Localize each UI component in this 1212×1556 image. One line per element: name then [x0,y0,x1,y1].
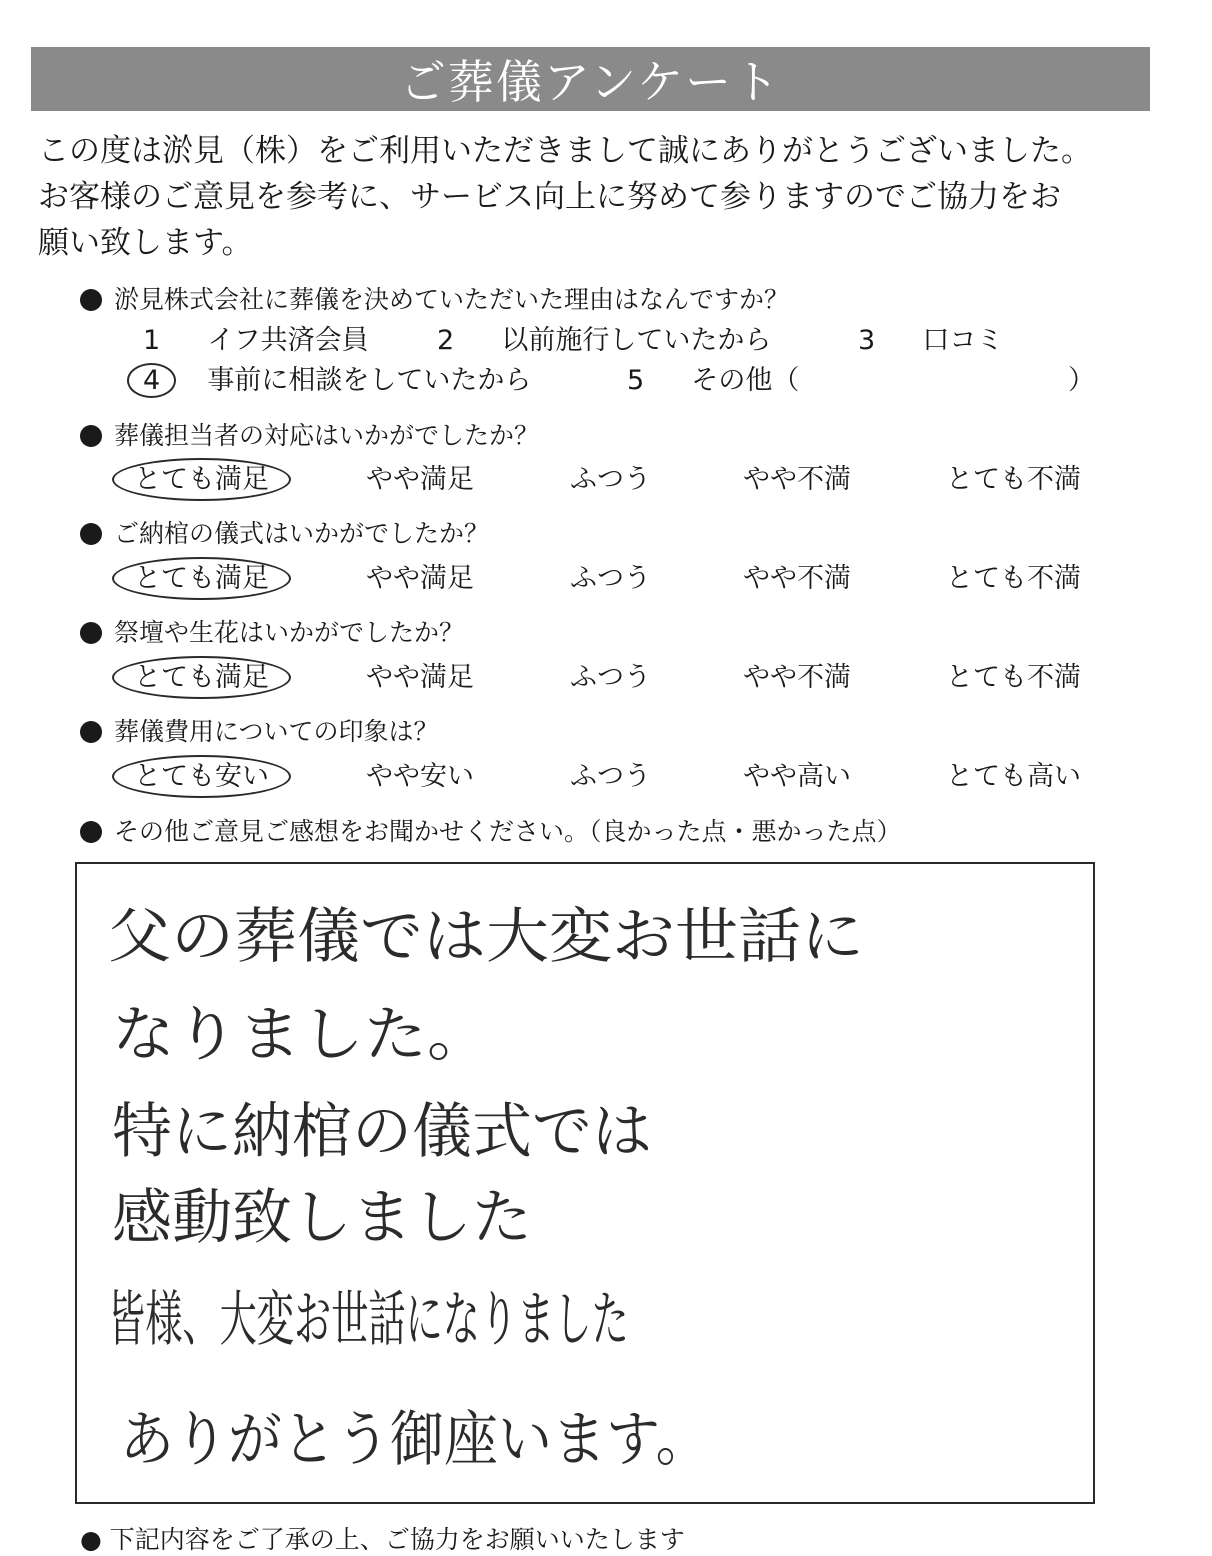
q5-option-4[interactable]: やや高い [743,761,851,792]
intro-text [38,128,1188,266]
intro-line: 願い致します。 [38,225,253,261]
bullet-icon [80,821,102,843]
q1-other-close: ） [1068,365,1095,396]
option-number: 2 [437,325,455,356]
bullet-icon [80,622,102,644]
q3-option-4[interactable]: やや不満 [743,563,851,594]
cut-off-text: ● 下記内容をご了承の上、ご協力をお願いいたします [80,1525,685,1554]
question-5-text: 葬儀費用についての印象は？ [114,717,439,746]
question-1-text: 淤見株式会社に葬儀を決めていただいた理由はなんですか？ [114,285,790,314]
q2-option-2[interactable]: やや満足 [366,464,474,495]
q3-option-3[interactable]: ふつう [570,563,651,594]
question-6 [80,816,902,848]
q3-option-2[interactable]: やや満足 [366,563,474,594]
q5-option-3[interactable]: ふつう [570,761,651,792]
handwritten-line: ありがとう御座います。 [120,1405,710,1475]
question-2-text: 葬儀担当者の対応はいかがでしたか？ [114,421,540,450]
bullet-icon [80,721,102,743]
q4-option-5[interactable]: とても不満 [946,662,1081,693]
q3-option-1[interactable] [134,562,291,596]
selected-option-label: とても満足 [112,557,291,600]
bullet-icon [80,425,102,447]
handwritten-line: 感動致しました [112,1183,532,1253]
q2-option-5[interactable]: とても不満 [946,464,1081,495]
question-6-text: その他ご意見ご感想をお聞かせください。（良かった点・悪かった点） [114,817,902,846]
q1-option-5[interactable] [627,364,799,398]
q4-option-3[interactable]: ふつう [570,662,651,693]
selected-option-label: とても満足 [112,656,291,699]
question-4 [80,617,464,649]
option-label: イフ共済会員 [207,325,369,356]
question-2 [80,420,539,452]
question-4-text: 祭壇や生花はいかがでしたか？ [114,618,465,647]
intro-line: お客様のご意見を参考に、サービス向上に努めて参りますのでご協力をお [38,179,1061,215]
q5-option-2[interactable]: やや安い [366,761,474,792]
q1-option-4[interactable] [143,364,531,398]
question-1 [80,284,789,316]
q5-option-5[interactable]: とても高い [946,761,1081,792]
bullet-icon [80,289,102,311]
q3-option-5[interactable]: とても不満 [946,563,1081,594]
selected-option-label: とても安い [112,755,291,798]
option-label: その他（ [691,365,800,396]
q1-option-1[interactable] [143,324,369,358]
q5-option-1[interactable] [134,760,291,794]
option-label: 以前施行していたから [501,325,772,356]
q2-option-3[interactable]: ふつう [570,464,651,495]
option-number: 1 [143,325,161,356]
q2-option-1[interactable] [134,463,291,497]
question-3-text: ご納棺の儀式はいかがでしたか？ [114,519,490,548]
option-label: 口コミ [922,325,1004,356]
handwritten-line: 皆様、大変お世話になりました [108,1285,629,1355]
q4-option-4[interactable]: やや不満 [743,662,851,693]
question-5 [80,716,439,748]
bullet-icon [80,523,102,545]
option-number: 5 [627,365,645,396]
intro-line: この度は淤見（株）をご利用いただきまして誠にありがとうございました。 [38,133,1092,169]
q4-option-2[interactable]: やや満足 [366,662,474,693]
q2-option-4[interactable]: やや不満 [743,464,851,495]
selected-option-label: とても満足 [112,458,291,501]
q1-option-3[interactable] [858,324,1003,358]
handwritten-line: 特に納棺の儀式では [112,1097,652,1167]
option-label: 事前に相談をしていたから [207,365,532,396]
q4-option-1[interactable] [134,661,291,695]
page-title: ご葬儀アンケート [31,47,1150,111]
question-3 [80,518,489,550]
handwritten-line: 父の葬儀では大変お世話に [108,902,864,972]
option-number: 3 [858,325,876,356]
selected-option-number: 4 [127,363,176,398]
q1-option-2[interactable] [437,324,771,358]
handwritten-line: なりました。 [112,1000,490,1070]
